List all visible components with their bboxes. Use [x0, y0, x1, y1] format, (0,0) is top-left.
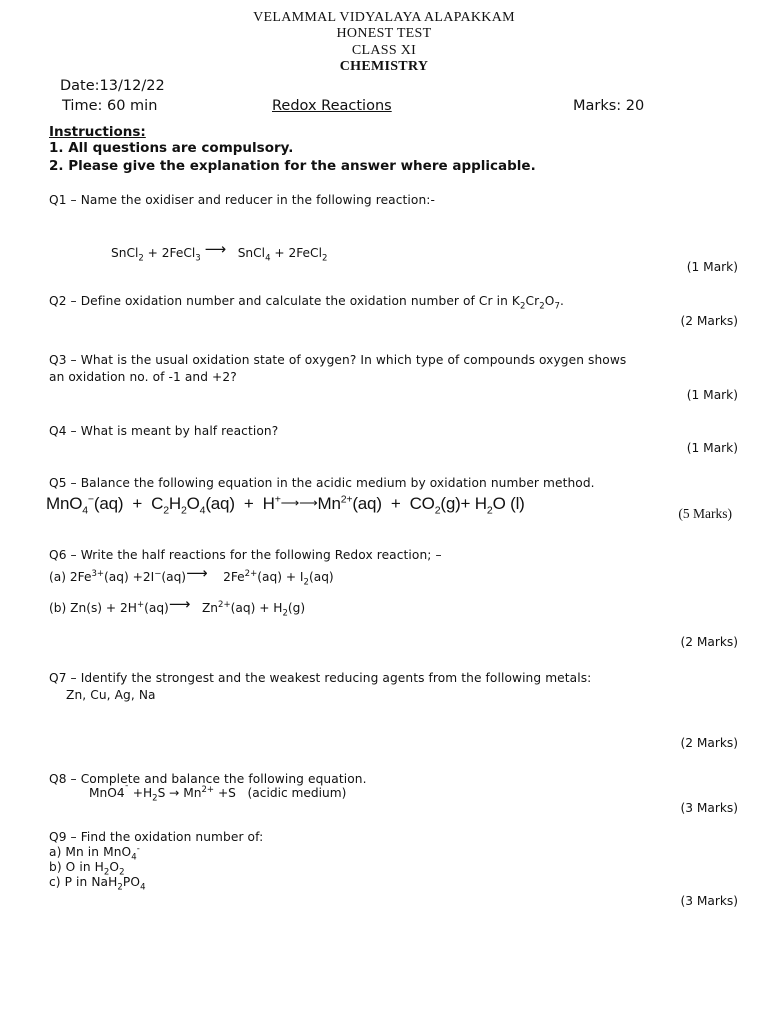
question-5-text: Q5 – Balance the following equation in the acidic medium by oxidation number method. [49, 476, 595, 490]
question-7-marks: (2 Marks) [680, 736, 738, 750]
question-3-marks: (1 Mark) [686, 388, 738, 402]
question-5-marks: (5 Marks) [678, 506, 732, 521]
question-5-equation: $MnO_4^-(aq) + C_2H_2O_4(aq)$ + $H^+⟶⟶Mn^{2+}(aq) + CO_2(g)+ H_2O$ (l) [46, 493, 525, 517]
question-3-line-2: an oxidation no. of -1 and +2? [49, 370, 237, 384]
question-9-part-c: c) P in $NaH_2PO_4$ [49, 875, 146, 893]
question-1-marks: (1 Mark) [686, 260, 738, 274]
question-3-line-1: Q3 – What is the usual oxidation state of oxygen? In which type of compounds oxygen shows [49, 353, 627, 367]
question-2-marks: (2 Marks) [680, 314, 738, 328]
question-7-line-1: Q7 – Identify the strongest and the weakest reducing agents from the following metals: [49, 671, 592, 685]
question-9-part-b: b) O in $H_2O_2$ [49, 860, 125, 878]
question-7-line-2: Zn, Cu, Ag, Na [66, 688, 156, 702]
question-6-reaction-a: (a) $2Fe^{3+}(aq)$ +2I−(aq)⟶ $2Fe^{2+}(aq) + I_2(aq)$ [49, 564, 334, 588]
question-1-text: Q1 – Name the oxidiser and reducer in the following reaction:- [49, 193, 435, 207]
question-2-text: Q2 – Define oxidation number and calculate the oxidation number of Cr in $K_2Cr_2O_7$. [49, 294, 565, 312]
question-9-text: Q9 – Find the oxidation number of: [49, 830, 264, 844]
question-6-marks: (2 Marks) [680, 635, 738, 649]
question-6-reaction-b: (b) Zn(s) + 2H+(aq)⟶ $Zn^{2+}(aq) + H_2(g)$ [49, 595, 306, 619]
instruction-item-1: 1. All questions are compulsory. [49, 140, 294, 156]
question-4-text: Q4 – What is meant by half reaction? [49, 424, 279, 438]
question-1-equation: SnCl$_2$ + 2FeCl$_3$ ⟶ SnCl$_4$ + 2FeCl$_2$ [111, 240, 328, 264]
test-date: Date:13/12/22 [60, 78, 165, 94]
test-topic: Redox Reactions [272, 98, 392, 114]
total-marks: Marks: 20 [573, 98, 645, 114]
class-name: CLASS XI [351, 43, 417, 58]
subject-name: CHEMISTRY [339, 59, 429, 74]
question-9-part-a: a) Mn in MnO$_4$- [49, 843, 140, 863]
question-9-marks: (3 Marks) [680, 894, 738, 908]
instruction-item-2: 2. Please give the explanation for the answer where applicable. [49, 158, 536, 174]
question-6-text: Q6 – Write the half reactions for the following Redox reaction; – [49, 548, 442, 562]
test-name: HONEST TEST [336, 26, 432, 41]
question-4-marks: (1 Mark) [686, 441, 738, 455]
question-8-equation: $MnO4^¯ +H_2S \to Mn^{2+} +S$ (acidic medium) [89, 784, 347, 804]
question-8-text: Q8 – Complete and balance the following equation. [49, 772, 367, 786]
test-time: Time: 60 min [62, 98, 158, 114]
question-8-marks: (3 Marks) [680, 801, 738, 815]
instructions-heading: Instructions: [49, 124, 146, 140]
school-name: VELAMMAL VIDYALAYA ALAPAKKAM [253, 10, 515, 25]
